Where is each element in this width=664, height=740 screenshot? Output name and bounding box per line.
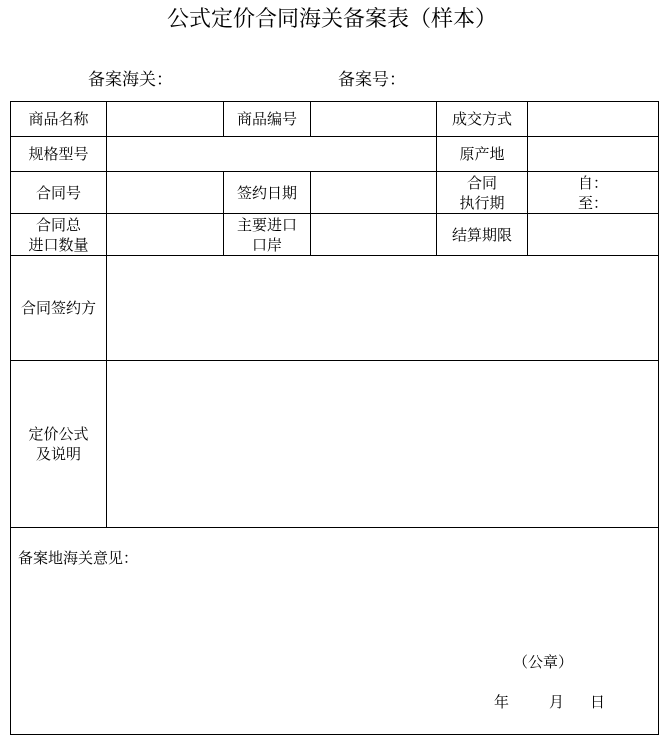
customs-opinion-label: 备案地海关意见： bbox=[18, 549, 139, 567]
sign-date-field[interactable] bbox=[311, 172, 437, 214]
filing-customs-label: 备案海关： bbox=[88, 70, 173, 90]
product-code-label: 商品编号 bbox=[224, 102, 311, 137]
total-import-qty-field[interactable] bbox=[107, 214, 224, 256]
period-to-label: 至： bbox=[577, 193, 608, 212]
filing-form-table bbox=[10, 101, 659, 735]
contract-parties-field[interactable] bbox=[107, 256, 659, 361]
settlement-period-label: 结算期限 bbox=[437, 214, 528, 256]
contract-no-label: 合同号 bbox=[11, 172, 107, 214]
month-label: 月 bbox=[549, 693, 565, 711]
settlement-period-field[interactable] bbox=[528, 214, 659, 256]
origin-label: 原产地 bbox=[437, 137, 528, 172]
customs-opinion-section[interactable] bbox=[11, 528, 659, 735]
execution-period-field[interactable] bbox=[528, 172, 659, 214]
trade-mode-label: 成交方式 bbox=[437, 102, 528, 137]
record-number-label: 备案号： bbox=[338, 70, 406, 90]
total-import-qty-label: 合同总 进口数量 bbox=[11, 214, 107, 256]
period-from-label: 自： bbox=[577, 173, 608, 192]
sign-date-label: 签约日期 bbox=[224, 172, 311, 214]
product-name-label: 商品名称 bbox=[11, 102, 107, 137]
table-row bbox=[11, 528, 659, 735]
contract-no-field[interactable] bbox=[107, 172, 224, 214]
main-port-label: 主要进口 口岸 bbox=[224, 214, 311, 256]
day-label: 日 bbox=[590, 693, 606, 711]
product-name-field[interactable] bbox=[107, 102, 224, 137]
official-seal-label: （公章） bbox=[513, 653, 574, 671]
contract-parties-label: 合同签约方 bbox=[11, 256, 107, 361]
table-row bbox=[11, 361, 659, 528]
pricing-formula-field[interactable] bbox=[107, 361, 659, 528]
spec-model-field[interactable] bbox=[107, 137, 437, 172]
table-row bbox=[11, 214, 659, 256]
year-label: 年 bbox=[494, 693, 510, 711]
form-title: 公式定价合同海关备案表（样本） bbox=[166, 7, 497, 32]
spec-model-label: 规格型号 bbox=[11, 137, 107, 172]
origin-field[interactable] bbox=[528, 137, 659, 172]
main-port-field[interactable] bbox=[311, 214, 437, 256]
pricing-formula-label: 定价公式 及说明 bbox=[11, 361, 107, 528]
execution-period-label: 合同 执行期 bbox=[437, 172, 528, 214]
table-row bbox=[11, 256, 659, 361]
table-row bbox=[11, 172, 659, 214]
table-row bbox=[11, 137, 659, 172]
trade-mode-field[interactable] bbox=[528, 102, 659, 137]
table-row bbox=[11, 102, 659, 137]
product-code-field[interactable] bbox=[311, 102, 437, 137]
